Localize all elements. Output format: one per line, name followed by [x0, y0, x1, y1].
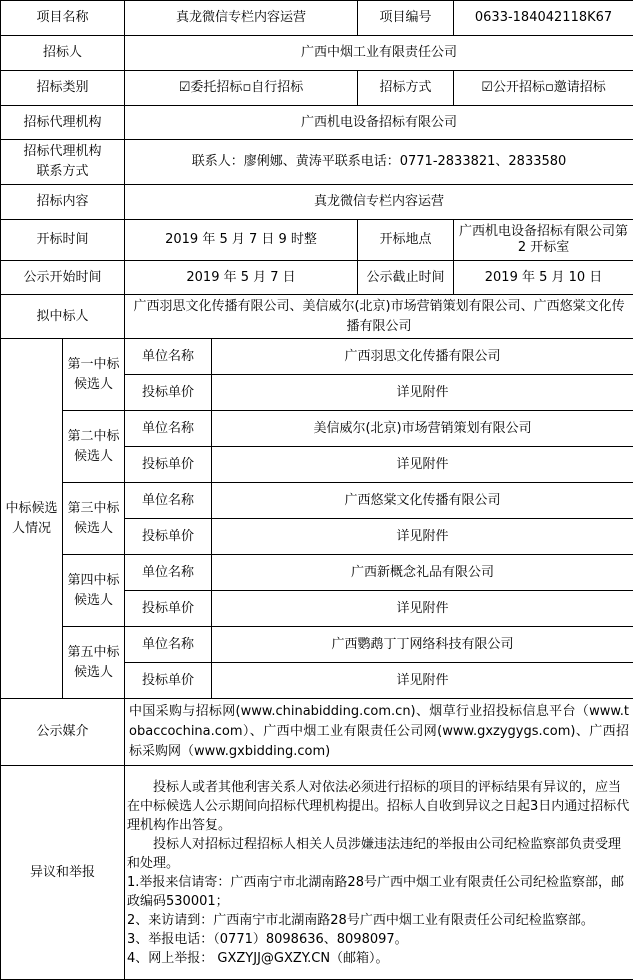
row-opening [1, 220, 633, 261]
candidate-unit-name: 广西羽思文化传播有限公司 [212, 339, 633, 375]
bid-price-label: 投标单价 [125, 663, 212, 699]
checked-box-icon: ☑ [179, 78, 191, 98]
candidate-unit-name: 广西悠棠文化传播有限公司 [212, 483, 633, 519]
candidate-bid-price: 详见附件 [212, 375, 633, 411]
candidate-unit-name: 广西新概念礼品有限公司 [212, 555, 633, 591]
row-project [1, 1, 633, 36]
candidate-rank: 第一中标候选人 [63, 339, 125, 411]
row-agency-contact [1, 140, 633, 185]
candidate-row [1, 411, 633, 447]
opening-place-label: 开标地点 [358, 220, 454, 261]
candidate-unit-name: 广西鹦鹉丁丁网络科技有限公司 [212, 627, 633, 663]
tender-method-label: 招标方式 [358, 71, 454, 106]
project-name-label: 项目名称 [1, 1, 125, 36]
candidate-row [1, 483, 633, 519]
row-objection [1, 766, 633, 980]
tender-method-options [454, 71, 633, 106]
publicity-start-label: 公示开始时间 [1, 261, 125, 295]
candidate-row [1, 627, 633, 663]
project-name-value: 真龙微信专栏内容运营 [125, 1, 358, 36]
tenderer-value: 广西中烟工业有限责任公司 [125, 36, 633, 71]
candidate-row [1, 555, 633, 591]
candidate-rank: 第三中标候选人 [63, 483, 125, 555]
report-visit-item: 2、来访请到：广西南宁市北湖南路28号广西中烟工业有限责任公司纪检监察部。 [127, 911, 631, 930]
objection-label: 异议和举报 [1, 766, 125, 980]
candidate-rank: 第五中标候选人 [63, 627, 125, 699]
publicity-start-value: 2019 年 5 月 7 日 [125, 261, 358, 295]
candidate-bid-price: 详见附件 [212, 447, 633, 483]
row-category-method [1, 71, 633, 106]
agency-contact-label-line1: 招标代理机构 [24, 144, 102, 159]
agency-label: 招标代理机构 [1, 106, 125, 140]
candidate-bid-price: 详见附件 [212, 591, 633, 627]
objection-content [125, 766, 633, 980]
row-media [1, 699, 633, 766]
candidates-section-label: 中标候选人情况 [1, 339, 63, 699]
media-value: 中国采购与招标网(www.chinabidding.com.cn)、烟草行业招投标信息平台（www.tobaccochina.com）、广西中烟工业有限责任公司网(www.gxzygygs.com)、广西招标采购网（www.gxbidding.com) [125, 699, 633, 766]
bid-price-label: 投标单价 [125, 375, 212, 411]
checked-box-icon: ☑ [481, 78, 493, 98]
report-mail-item: 1.举报来信请寄：广西南宁市北湖南路28号广西中烟工业有限责任公司纪检监察部，邮政编码530001； [127, 873, 631, 911]
method-option-invite: 邀请招标 [554, 80, 606, 95]
opening-time-label: 开标时间 [1, 220, 125, 261]
agency-contact-value: 联系人：廖俐娜、黄涛平联系电话：0771-2833821、2833580 [125, 140, 633, 185]
tender-category-options [125, 71, 358, 106]
candidate-unit-name: 美信威尔(北京)市场营销策划有限公司 [212, 411, 633, 447]
project-no-label: 项目编号 [358, 1, 454, 36]
row-content [1, 185, 633, 220]
unchecked-box-icon: ▫ [242, 78, 251, 98]
unit-name-label: 单位名称 [125, 483, 212, 519]
content-label: 招标内容 [1, 185, 125, 220]
row-tenderer [1, 36, 633, 71]
content-value: 真龙微信专栏内容运营 [125, 185, 633, 220]
report-paragraph: 投标人对招标过程招标人相关人员涉嫌违法违纪的举报由公司纪检监察部负责受理和处理。 [127, 835, 631, 873]
row-agency [1, 106, 633, 140]
row-proposed [1, 295, 633, 339]
bid-price-label: 投标单价 [125, 447, 212, 483]
agency-contact-label-line2: 联系方式 [37, 164, 89, 179]
unit-name-label: 单位名称 [125, 555, 212, 591]
bid-price-label: 投标单价 [125, 519, 212, 555]
agency-contact-label [1, 140, 125, 185]
tenderer-label: 招标人 [1, 36, 125, 71]
media-label: 公示媒介 [1, 699, 125, 766]
candidate-rank: 第二中标候选人 [63, 411, 125, 483]
agency-value: 广西机电设备招标有限公司 [125, 106, 633, 140]
unchecked-box-icon: ▫ [545, 78, 554, 98]
publicity-end-value: 2019 年 5 月 10 日 [454, 261, 633, 295]
candidate-rank: 第四中标候选人 [63, 555, 125, 627]
unit-name-label: 单位名称 [125, 627, 212, 663]
report-phone-item: 3、举报电话：（0771）8098636、8098097。 [127, 930, 631, 949]
bid-price-label: 投标单价 [125, 591, 212, 627]
unit-name-label: 单位名称 [125, 411, 212, 447]
candidate-bid-price: 详见附件 [212, 663, 633, 699]
candidate-bid-price: 详见附件 [212, 519, 633, 555]
opening-place-value: 广西机电设备招标有限公司第 2 开标室 [454, 220, 633, 261]
publicity-end-label: 公示截止时间 [358, 261, 454, 295]
project-no-value: 0633-184042118K67 [454, 1, 633, 36]
opening-time-value: 2019 年 5 月 7 日 9 时整 [125, 220, 358, 261]
tender-category-label: 招标类别 [1, 71, 125, 106]
proposed-label: 拟中标人 [1, 295, 125, 339]
category-option-entrusted: 委托招标 [190, 80, 242, 95]
category-option-self: 自行招标 [251, 80, 303, 95]
row-publicity [1, 261, 633, 295]
objection-paragraph: 投标人或者其他利害关系人对依法必须进行招标的项目的评标结果有异议的，应当在中标候选人公示期间向招标代理机构提出。招标人自收到异议之日起3日内通过招标代理机构作出答复。 [127, 778, 631, 835]
proposed-value: 广西羽思文化传播有限公司、美信威尔(北京)市场营销策划有限公司、广西悠棠文化传播有限公司 [125, 295, 633, 339]
report-online-item: 4、网上举报： GXZYJJ@GXZY.CN（邮箱）。 [127, 949, 631, 968]
unit-name-label: 单位名称 [125, 339, 212, 375]
method-option-open: 公开招标 [493, 80, 545, 95]
candidate-row [1, 339, 633, 375]
